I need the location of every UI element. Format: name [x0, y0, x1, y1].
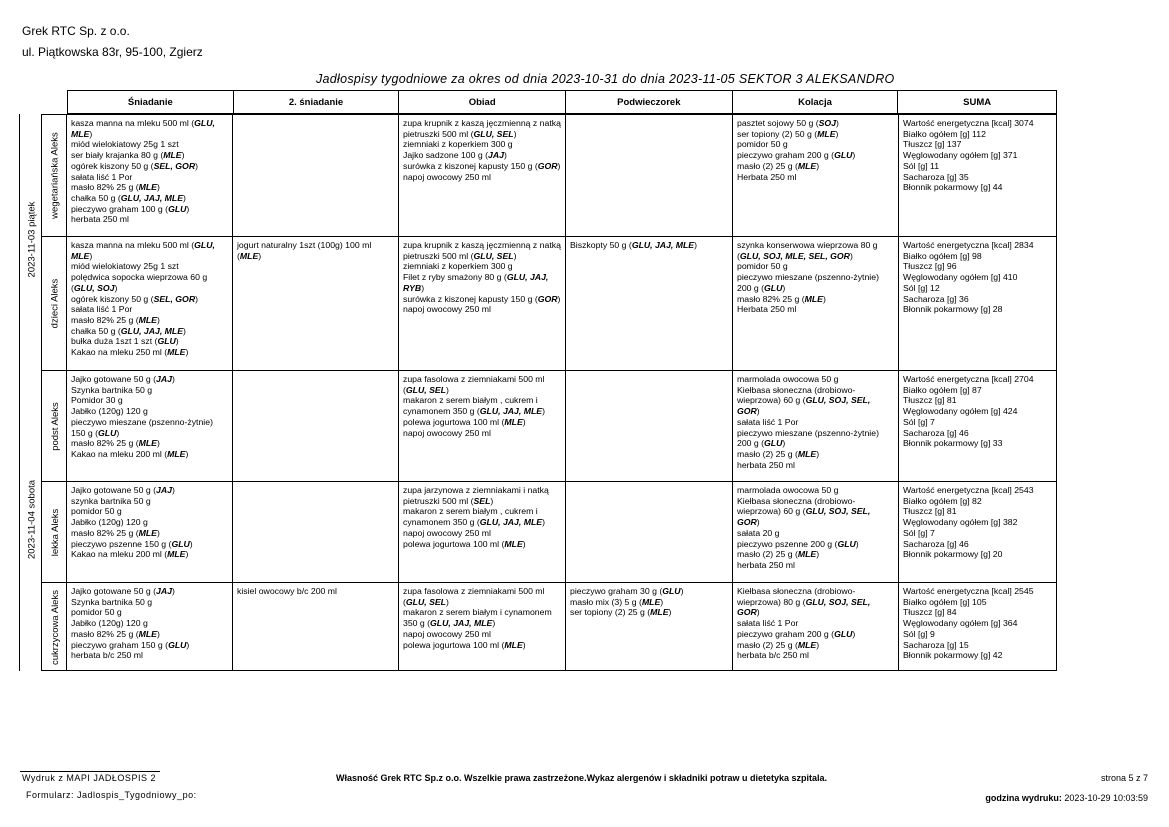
menu-line: Błonnik pokarmowy [g] 20 — [903, 549, 1003, 560]
menu-line: Filet z ryby smażony 80 g (GLU, JAJ, RYB) — [403, 272, 549, 293]
menu-line: ziemniaki z koperkiem 300 g — [403, 139, 513, 150]
menu-line: Sól [g] 9 — [903, 628, 935, 639]
cell-sniadanie — [67, 115, 233, 236]
menu-line: Kiełbasa słoneczna (drobiowo-wieprzowa) 80 g (GLU, SOJ, SEL, GOR) — [737, 586, 871, 618]
menu-line: sałata liść 1 Por — [737, 416, 799, 427]
form-name: Formularz: Jadlospis_Tygodniowy_po: — [26, 790, 197, 800]
menu-line: Sacharoza [g] 36 — [903, 293, 969, 304]
print-time-value: 2023-10-29 10:03:59 — [1064, 793, 1148, 803]
menu-line: Błonnik pokarmowy [g] 28 — [903, 304, 1003, 315]
cell-podwieczorek — [566, 371, 733, 481]
menu-line: zupa fasolowa z ziemniakami 500 ml (GLU, SEL) — [403, 586, 545, 607]
cell-sniadanie — [67, 482, 233, 582]
menu-line: pieczywo pszenne 150 g (GLU) — [71, 538, 193, 549]
menu-line: ser topiony (2) 50 g (MLE) — [737, 128, 839, 139]
menu-line: kasza manna na mleku 500 ml (GLU, MLE) — [71, 240, 215, 261]
menu-line: polewa jogurtowa 100 ml (MLE) — [403, 639, 526, 650]
menu-line: pieczywo mieszane (pszenno-żytnie) 200 g (GLU) — [737, 427, 879, 449]
date-group-2 — [19, 370, 41, 671]
menu-line: Kakao na mleku 200 ml (MLE) — [71, 448, 189, 459]
menu-line: Białko ogółem [g] 82 — [903, 495, 982, 506]
diet-label: cukrzycowa Aleks — [49, 589, 61, 665]
cell-podwieczorek — [566, 482, 733, 582]
menu-line: jogurt naturalny 1szt (100g) 100 ml (MLE) — [237, 240, 372, 261]
menu-line: surówka z kiszonej kapusty 150 g (GOR) — [403, 160, 561, 171]
header-kolacja: Kolacja — [733, 91, 899, 113]
cell-podwieczorek — [566, 583, 733, 670]
menu-line: herbata 250 ml — [737, 559, 795, 570]
menu-line: marmolada owocowa 50 g — [737, 485, 839, 495]
menu-line: Szynka bartnika 50 g — [71, 596, 153, 607]
header-sniadanie: Śniadanie — [68, 91, 234, 113]
cell-kolacja — [733, 115, 899, 236]
date-label: 2023-11-04 sobota — [26, 479, 38, 560]
menu-line: pieczywo graham 100 g (GLU) — [71, 203, 190, 214]
table-row — [41, 481, 1057, 582]
menu-line: masło 82% 25 g (MLE) — [737, 293, 826, 304]
menu-line: pieczywo graham 30 g (GLU) — [570, 586, 684, 596]
menu-line: sałata liść 1 Por — [71, 304, 133, 315]
cell-drugie-sniadanie — [233, 237, 399, 370]
menu-line: napoj owocowy 250 ml — [403, 171, 491, 182]
table-row — [41, 114, 1057, 236]
menu-line: Węglowodany ogółem [g] 410 — [903, 272, 1018, 283]
menu-line: pieczywo mieszane (pszenno-żytnie) 200 g (GLU) — [737, 272, 879, 293]
menu-line: Szynka bartnika 50 g — [71, 384, 153, 395]
menu-line: Kiełbasa słoneczna (drobiowo-wieprzowa) 60 g (GLU, SOJ, SEL, GOR) — [737, 384, 871, 417]
menu-line: miód wielokiatowy 25g 1 szt — [71, 139, 179, 150]
menu-line: herbata 250 ml — [737, 459, 795, 470]
cell-suma — [899, 237, 1057, 370]
menu-line: Białko ogółem [g] 98 — [903, 250, 982, 261]
table-header — [67, 90, 1057, 114]
menu-line: Wartość energetyczna [kcal] 2545 — [903, 586, 1034, 596]
cell-drugie-sniadanie — [233, 583, 399, 670]
menu-line: Jajko gotowane 50 g (JAJ) — [71, 485, 175, 495]
cell-kolacja — [733, 371, 899, 481]
menu-line: Białko ogółem [g] 112 — [903, 128, 986, 139]
menu-line: masło 82% 25 g (MLE) — [71, 182, 160, 193]
cell-suma — [899, 482, 1057, 582]
menu-line: polędwica sopocka wieprzowa 60 g (GLU, SOJ) — [71, 272, 208, 293]
menu-line: chałka 50 g (GLU, JAJ, MLE) — [71, 192, 186, 203]
menu-line: Jabłko (120g) 120 g — [71, 618, 148, 629]
page-number: strona 5 z 7 — [1100, 773, 1148, 783]
menu-line: Tłuszcz [g] 84 — [903, 607, 957, 618]
menu-line: pieczywo graham 200 g (GLU) — [737, 150, 856, 161]
menu-line: masło 82% 25 g (MLE) — [71, 438, 160, 449]
menu-line: zupa krupnik z kaszą jęczmienną z natką pietruszki 500 ml (GLU, SEL) — [403, 118, 561, 139]
date-label: 2023-11-03 piątek — [26, 201, 38, 278]
table-row — [41, 582, 1057, 671]
menu-line: Tłuszcz [g] 81 — [903, 395, 957, 406]
table-row — [41, 370, 1057, 481]
menu-line: napoj owocowy 250 ml — [403, 628, 491, 639]
menu-line: masło (2) 25 g (MLE) — [737, 160, 820, 171]
menu-line: Sól [g] 11 — [903, 160, 940, 171]
cell-drugie-sniadanie — [233, 115, 399, 236]
menu-line: Węglowodany ogółem [g] 382 — [903, 517, 1018, 528]
cell-kolacja — [733, 482, 899, 582]
header-podwieczorek: Podwieczorek — [566, 91, 733, 113]
menu-line: makaron z serem białym i cynamonem 350 g (GLU, JAJ, MLE) — [403, 607, 552, 629]
menu-line: Sól [g] 7 — [903, 416, 935, 427]
cell-podwieczorek — [566, 237, 733, 370]
diet-label: lekka Aleks — [49, 508, 61, 556]
menu-line: Biszkopty 50 g (GLU, JAJ, MLE) — [570, 240, 697, 250]
menu-line: ser biały krajanka 80 g (MLE) — [71, 150, 185, 161]
menu-line: pomidor 50 g — [71, 607, 122, 618]
menu-line: Kakao na mleku 250 ml (MLE) — [71, 347, 189, 358]
menu-line: miód wielokiatowy 25g 1 szt — [71, 261, 179, 272]
menu-line: napoj owocowy 250 ml — [403, 304, 491, 315]
company-name: Grek RTC Sp. z o.o. — [22, 24, 130, 38]
header-suma: SUMA — [963, 96, 992, 108]
cell-obiad — [399, 115, 566, 236]
menu-line: Sacharoza [g] 46 — [903, 427, 969, 438]
menu-line: Węglowodany ogółem [g] 424 — [903, 406, 1018, 417]
menu-line: Tłuszcz [g] 96 — [903, 261, 957, 272]
menu-line: zupa krupnik z kaszą jęczmienną z natką pietruszki 500 ml (GLU, SEL) — [403, 240, 561, 261]
menu-line: herbata b/c 250 ml — [71, 650, 143, 661]
company-address: ul. Piątkowska 83r, 95-100, Zgierz — [22, 45, 203, 59]
menu-line: Węglowodany ogółem [g] 371 — [903, 150, 1018, 161]
menu-line: herbata b/c 250 ml — [737, 650, 809, 661]
diet-label: podst Aleks — [49, 401, 61, 451]
menu-line: pieczywo mieszane (pszenno-żytnie) 150 g (GLU) — [71, 416, 213, 438]
menu-line: Wartość energetyczna [kcal] 3074 — [903, 118, 1034, 128]
menu-line: bułka duża 1szt 1 szt (GLU) — [71, 336, 179, 347]
cell-kolacja — [733, 583, 899, 670]
diet-label: dzieci Aleks — [49, 278, 61, 329]
menu-line: marmolada owocowa 50 g — [737, 374, 839, 384]
menu-line: napoj owocowy 250 ml — [403, 427, 491, 438]
date-group-1 — [19, 114, 41, 370]
menu-line: ogórek kiszony 50 g (SEL, GOR) — [71, 293, 198, 304]
cell-suma — [899, 583, 1057, 670]
menu-line: chałka 50 g (GLU, JAJ, MLE) — [71, 325, 186, 336]
menu-line: Błonnik pokarmowy [g] 33 — [903, 438, 1003, 449]
diet-cell — [41, 115, 67, 236]
menu-line: Białko ogółem [g] 87 — [903, 384, 982, 395]
menu-line: Jabłko (120g) 120 g — [71, 406, 148, 417]
menu-line: Sacharoza [g] 46 — [903, 538, 969, 549]
header-drugie-sniadanie: 2. śniadanie — [234, 91, 400, 113]
menu-line: herbata 250 ml — [71, 214, 129, 225]
print-time-label: godzina wydruku: — [985, 793, 1062, 803]
menu-line: Herbata 250 ml — [737, 304, 797, 315]
table-row — [41, 236, 1057, 370]
cell-drugie-sniadanie — [233, 371, 399, 481]
menu-line: Błonnik pokarmowy [g] 44 — [903, 182, 1003, 193]
menu-line: kisiel owocowy b/c 200 ml — [237, 586, 337, 596]
menu-line: Błonnik pokarmowy [g] 42 — [903, 650, 1003, 661]
menu-line: masło 82% 25 g (MLE) — [71, 628, 160, 639]
menu-line: Wartość energetyczna [kcal] 2704 — [903, 374, 1034, 384]
menu-line: pieczywo graham 200 g (GLU) — [737, 628, 856, 639]
menu-line: pomidor 50 g — [71, 506, 122, 517]
cell-sniadanie — [67, 371, 233, 481]
ownership-notice: Własność Grek RTC Sp.z o.o. Wszelkie prawa zastrzeżone.Wykaz alergenów i składniki potraw u dietetyka szpitala. — [336, 773, 827, 783]
menu-line: Herbata 250 ml — [737, 171, 797, 182]
printed-from: Wydruk z MAPI JADŁOSPIS 2 — [22, 773, 156, 783]
cell-sniadanie — [67, 237, 233, 370]
menu-line: polewa jogurtowa 100 ml (MLE) — [403, 416, 526, 427]
menu-line: sałata liść 1 Por — [71, 171, 133, 182]
diet-cell — [41, 237, 67, 370]
cell-suma — [899, 371, 1057, 481]
cell-podwieczorek — [566, 115, 733, 236]
diet-cell — [41, 482, 67, 582]
cell-suma — [899, 115, 1057, 236]
menu-line: kasza manna na mleku 500 ml (GLU, MLE) — [71, 118, 215, 139]
menu-line: surówka z kiszonej kapusty 150 g (GOR) — [403, 293, 561, 304]
menu-line: Wartość energetyczna [kcal] 2543 — [903, 485, 1034, 495]
diet-cell — [41, 371, 67, 481]
menu-line: pasztet sojowy 50 g (SOJ) — [737, 118, 839, 128]
menu-line: masło 82% 25 g (MLE) — [71, 527, 160, 538]
menu-line: Sacharoza [g] 35 — [903, 171, 969, 182]
cell-kolacja — [733, 237, 899, 370]
cell-drugie-sniadanie — [233, 482, 399, 582]
menu-line: Jajko gotowane 50 g (JAJ) — [71, 586, 175, 596]
menu-line: Sacharoza [g] 15 — [903, 639, 969, 650]
menu-line: Kakao na mleku 200 ml (MLE) — [71, 549, 189, 560]
menu-line: Tłuszcz [g] 81 — [903, 506, 957, 517]
cell-obiad — [399, 371, 566, 481]
print-time — [985, 793, 1148, 803]
cell-obiad — [399, 583, 566, 670]
menu-line: ogórek kiszony 50 g (SEL, GOR) — [71, 160, 198, 171]
menu-line: masło (2) 25 g (MLE) — [737, 448, 820, 459]
menu-line: makaron z serem białym , cukrem i cynamonem 350 g (GLU, JAJ, MLE) — [403, 395, 545, 417]
footer-divider — [20, 771, 160, 772]
menu-line: Sól [g] 7 — [903, 527, 935, 538]
menu-line: Jajko sadzone 100 g (JAJ) — [403, 150, 507, 161]
cell-obiad — [399, 482, 566, 582]
menu-line: Jajko gotowane 50 g (JAJ) — [71, 374, 175, 384]
menu-line: Pomidor 30 g — [71, 395, 123, 406]
menu-line: pieczywo pszenne 200 g (GLU) — [737, 538, 859, 549]
menu-line: Kiełbasa słoneczna (drobiowo-wieprzowa) 60 g (GLU, SOJ, SEL, GOR) — [737, 495, 871, 528]
menu-line: makaron z serem białym , cukrem i cynamonem 350 g (GLU, JAJ, MLE) — [403, 506, 545, 528]
cell-obiad — [399, 237, 566, 370]
cell-sniadanie — [67, 583, 233, 670]
menu-line: pomidor 50 g — [737, 261, 788, 272]
menu-line: Sól [g] 12 — [903, 282, 940, 293]
menu-line: szynka bartnika 50 g — [71, 495, 151, 506]
menu-line: Wartość energetyczna [kcal] 2834 — [903, 240, 1034, 250]
document-title: Jadłospisy tygodniowe za okres od dnia 2023-10-31 do dnia 2023-11-05 SEKTOR 3 ALEKSANDRO — [316, 72, 895, 86]
diet-cell — [41, 583, 67, 670]
menu-line: Białko ogółem [g] 105 — [903, 596, 987, 607]
menu-line: masło (2) 25 g (MLE) — [737, 549, 820, 560]
menu-line: polewa jogurtowa 100 ml (MLE) — [403, 538, 526, 549]
menu-line: pomidor 50 g — [737, 139, 788, 150]
menu-line: sałata 20 g — [737, 527, 780, 538]
menu-line: masło mix (3) 5 g (MLE) — [570, 596, 664, 607]
menu-line: sałata liść 1 Por — [737, 618, 799, 629]
menu-line: Jabłko (120g) 120 g — [71, 517, 148, 528]
menu-line: pieczywo graham 150 g (GLU) — [71, 639, 190, 650]
menu-line: szynka konserwowa wieprzowa 80 g (GLU, SOJ, MLE, SEL, GOR) — [737, 240, 878, 261]
menu-line: ser topiony (2) 25 g (MLE) — [570, 607, 672, 618]
menu-line: Tłuszcz [g] 137 — [903, 139, 962, 150]
diet-label: wegetariańska Aleks — [49, 132, 61, 219]
menu-line: napoj owocowy 250 ml — [403, 527, 491, 538]
menu-line: masło (2) 25 g (MLE) — [737, 639, 820, 650]
menu-line: zupa fasolowa z ziemniakami 500 ml (GLU, SEL) — [403, 374, 545, 395]
header-obiad: Obiad — [399, 91, 566, 113]
menu-line: ziemniaki z koperkiem 300 g — [403, 261, 513, 272]
menu-line: zupa jarzynowa z ziemniakami i natką pietruszki 500 ml (SEL) — [403, 485, 549, 506]
menu-line: masło 82% 25 g (MLE) — [71, 314, 160, 325]
menu-line: Węglowodany ogółem [g] 364 — [903, 618, 1018, 629]
